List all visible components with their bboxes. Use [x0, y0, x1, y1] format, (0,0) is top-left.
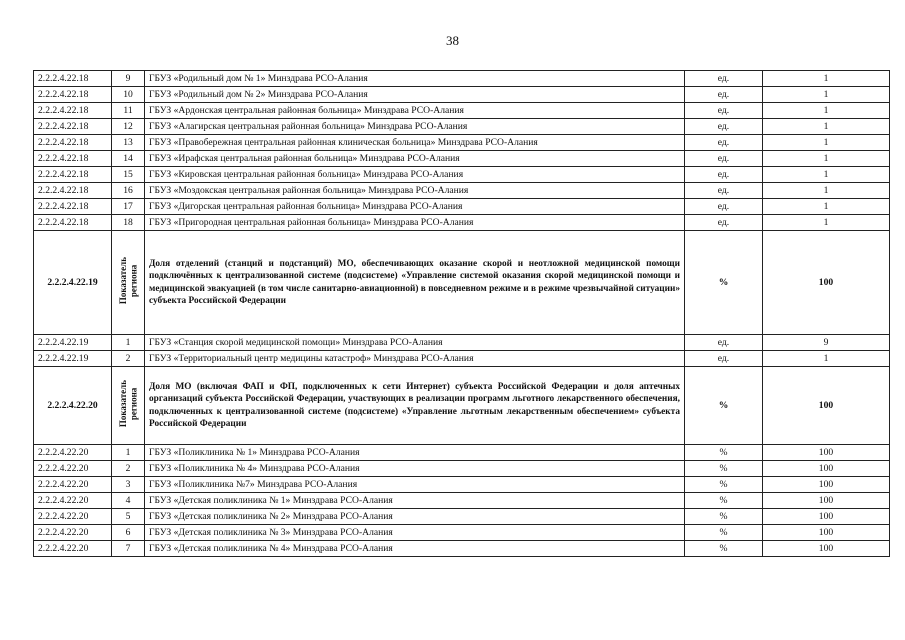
row-value: 1: [763, 199, 890, 215]
row-unit: %: [685, 509, 763, 525]
table-row: [34, 541, 890, 557]
indicator-value: 100: [763, 367, 890, 445]
row-value: 1: [763, 183, 890, 199]
indicator-code: 2.2.2.4.22.20: [34, 367, 112, 445]
row-organization: ГБУЗ «Алагирская центральная районная больница» Минздрава РСО-Алания: [145, 119, 685, 135]
row-number: 9: [112, 71, 145, 87]
table-row: [34, 215, 890, 231]
row-code: 2.2.2.4.22.20: [34, 493, 112, 509]
row-organization: ГБУЗ «Поликлиника № 4» Минздрава РСО-Алания: [145, 461, 685, 477]
table-row: [34, 335, 890, 351]
row-code: 2.2.2.4.22.18: [34, 119, 112, 135]
row-number: 14: [112, 151, 145, 167]
row-unit: ед.: [685, 183, 763, 199]
indicator-row: [34, 367, 890, 445]
table-row: [34, 477, 890, 493]
row-number: 2: [112, 351, 145, 367]
row-unit: %: [685, 493, 763, 509]
row-code: 2.2.2.4.22.18: [34, 135, 112, 151]
table-row: [34, 199, 890, 215]
row-value: 1: [763, 215, 890, 231]
row-number: 12: [112, 119, 145, 135]
row-unit: ед.: [685, 351, 763, 367]
row-unit: ед.: [685, 135, 763, 151]
row-unit: %: [685, 461, 763, 477]
page-number: 38: [446, 33, 459, 48]
row-organization: ГБУЗ «Пригородная центральная районная больница» Минздрава РСО-Алания: [145, 215, 685, 231]
row-value: 1: [763, 71, 890, 87]
row-code: 2.2.2.4.22.20: [34, 445, 112, 461]
row-code: 2.2.2.4.22.18: [34, 151, 112, 167]
table-row: [34, 493, 890, 509]
row-number: 3: [112, 477, 145, 493]
row-number: 1: [112, 445, 145, 461]
row-number: 2: [112, 461, 145, 477]
indicator-type-line2: региона: [128, 387, 138, 421]
row-number: 16: [112, 183, 145, 199]
row-code: 2.2.2.4.22.18: [34, 199, 112, 215]
indicator-code: 2.2.2.4.22.19: [34, 231, 112, 335]
row-value: 100: [763, 461, 890, 477]
row-code: 2.2.2.4.22.18: [34, 87, 112, 103]
row-code: 2.2.2.4.22.18: [34, 183, 112, 199]
table-row: [34, 87, 890, 103]
table-row: [34, 351, 890, 367]
table-row: [34, 445, 890, 461]
indicator-row: [34, 231, 890, 335]
row-code: 2.2.2.4.22.18: [34, 167, 112, 183]
row-number: 6: [112, 525, 145, 541]
row-unit: %: [685, 477, 763, 493]
row-unit: ед.: [685, 199, 763, 215]
row-number: 10: [112, 87, 145, 103]
table-row: [34, 167, 890, 183]
row-number: 18: [112, 215, 145, 231]
row-number: 17: [112, 199, 145, 215]
row-code: 2.2.2.4.22.20: [34, 477, 112, 493]
row-unit: ед.: [685, 119, 763, 135]
indicator-description: Доля МО (включая ФАП и ФП, подключенных к сети Интернет) субъекта Российской Федерации и доля аптечных организаций субъекта Российской Федерации, участвующих в реализации программ льготного лекарственного обеспечения, подключенных к централизованной системе (подсистеме) «Управление льготным лекарственным обеспечением» субъекта Российской Федерации: [145, 367, 685, 445]
row-unit: ед.: [685, 71, 763, 87]
indicator-type-line2: региона: [128, 264, 138, 298]
row-unit: ед.: [685, 87, 763, 103]
row-unit: ед.: [685, 151, 763, 167]
row-code: 2.2.2.4.22.20: [34, 461, 112, 477]
row-code: 2.2.2.4.22.19: [34, 351, 112, 367]
row-value: 1: [763, 135, 890, 151]
row-organization: ГБУЗ «Поликлиника №7» Минздрава РСО-Алания: [145, 477, 685, 493]
indicators-table: [33, 70, 890, 557]
row-organization: ГБУЗ «Дигорская центральная районная больница» Минздрава РСО-Алания: [145, 199, 685, 215]
row-unit: ед.: [685, 215, 763, 231]
table-row: [34, 119, 890, 135]
indicator-type-label: [112, 367, 145, 445]
row-unit: %: [685, 541, 763, 557]
row-number: 7: [112, 541, 145, 557]
indicator-type-label: [112, 231, 145, 335]
row-value: 100: [763, 477, 890, 493]
indicator-unit: %: [685, 231, 763, 335]
table-row: [34, 509, 890, 525]
row-value: 100: [763, 541, 890, 557]
row-value: 1: [763, 87, 890, 103]
row-value: 100: [763, 525, 890, 541]
row-value: 1: [763, 119, 890, 135]
row-organization: ГБУЗ «Правобережная центральная районная клиническая больница» Минздрава РСО-Алания: [145, 135, 685, 151]
row-number: 13: [112, 135, 145, 151]
indicator-value: 100: [763, 231, 890, 335]
row-number: 1: [112, 335, 145, 351]
table-row: [34, 525, 890, 541]
row-value: 100: [763, 493, 890, 509]
row-unit: %: [685, 445, 763, 461]
indicator-unit: %: [685, 367, 763, 445]
row-number: 4: [112, 493, 145, 509]
indicator-description: Доля отделений (станций и подстанций) МО, обеспечивающих оказание скорой и неотложной медицинской помощи подключённых к централизованной системе (подсистеме) «Управление системой оказания скорой медицинской помощи и медицинской эвакуацией (в том числе санитарно-авиационной) в повседневном режиме и в режиме чрезвычайной ситуации» субъекта Российской Федерации: [145, 231, 685, 335]
row-organization: ГБУЗ «Станция скорой медицинской помощи» Минздрава РСО-Алания: [145, 335, 685, 351]
row-number: 5: [112, 509, 145, 525]
row-unit: ед.: [685, 335, 763, 351]
row-unit: ед.: [685, 167, 763, 183]
row-unit: %: [685, 525, 763, 541]
row-organization: ГБУЗ «Детская поликлиника № 2» Минздрава РСО-Алания: [145, 509, 685, 525]
row-value: 1: [763, 167, 890, 183]
table-row: [34, 183, 890, 199]
row-organization: ГБУЗ «Родильный дом № 2» Минздрава РСО-Алания: [145, 87, 685, 103]
table-row: [34, 151, 890, 167]
table-row: [34, 103, 890, 119]
row-number: 15: [112, 167, 145, 183]
row-organization: ГБУЗ «Родильный дом № 1» Минздрава РСО-Алания: [145, 71, 685, 87]
table-row: [34, 135, 890, 151]
row-code: 2.2.2.4.22.18: [34, 71, 112, 87]
row-value: 1: [763, 151, 890, 167]
row-value: 100: [763, 509, 890, 525]
row-number: 11: [112, 103, 145, 119]
row-organization: ГБУЗ «Детская поликлиника № 3» Минздрава РСО-Алания: [145, 525, 685, 541]
row-value: 1: [763, 103, 890, 119]
row-organization: ГБУЗ «Территориальный центр медицины катастроф» Минздрава РСО-Алания: [145, 351, 685, 367]
row-code: 2.2.2.4.22.18: [34, 215, 112, 231]
table-row: [34, 71, 890, 87]
row-unit: ед.: [685, 103, 763, 119]
row-code: 2.2.2.4.22.20: [34, 525, 112, 541]
table-row: [34, 461, 890, 477]
row-organization: ГБУЗ «Ардонская центральная районная больница» Минздрава РСО-Алания: [145, 103, 685, 119]
row-organization: ГБУЗ «Ирафская центральная районная больница» Минздрава РСО-Алания: [145, 151, 685, 167]
row-value: 9: [763, 335, 890, 351]
row-code: 2.2.2.4.22.20: [34, 509, 112, 525]
row-code: 2.2.2.4.22.18: [34, 103, 112, 119]
indicator-type-line1: Показатель: [117, 257, 128, 305]
row-organization: ГБУЗ «Моздокская центральная районная больница» Минздрава РСО-Алания: [145, 183, 685, 199]
row-organization: ГБУЗ «Детская поликлиника № 4» Минздрава РСО-Алания: [145, 541, 685, 557]
row-organization: ГБУЗ «Поликлиника № 1» Минздрава РСО-Алания: [145, 445, 685, 461]
row-value: 1: [763, 351, 890, 367]
row-code: 2.2.2.4.22.19: [34, 335, 112, 351]
row-organization: ГБУЗ «Детская поликлиника № 1» Минздрава РСО-Алания: [145, 493, 685, 509]
row-value: 100: [763, 445, 890, 461]
row-organization: ГБУЗ «Кировская центральная районная больница» Минздрава РСО-Алания: [145, 167, 685, 183]
indicator-type-line1: Показатель: [117, 380, 128, 428]
row-code: 2.2.2.4.22.20: [34, 541, 112, 557]
